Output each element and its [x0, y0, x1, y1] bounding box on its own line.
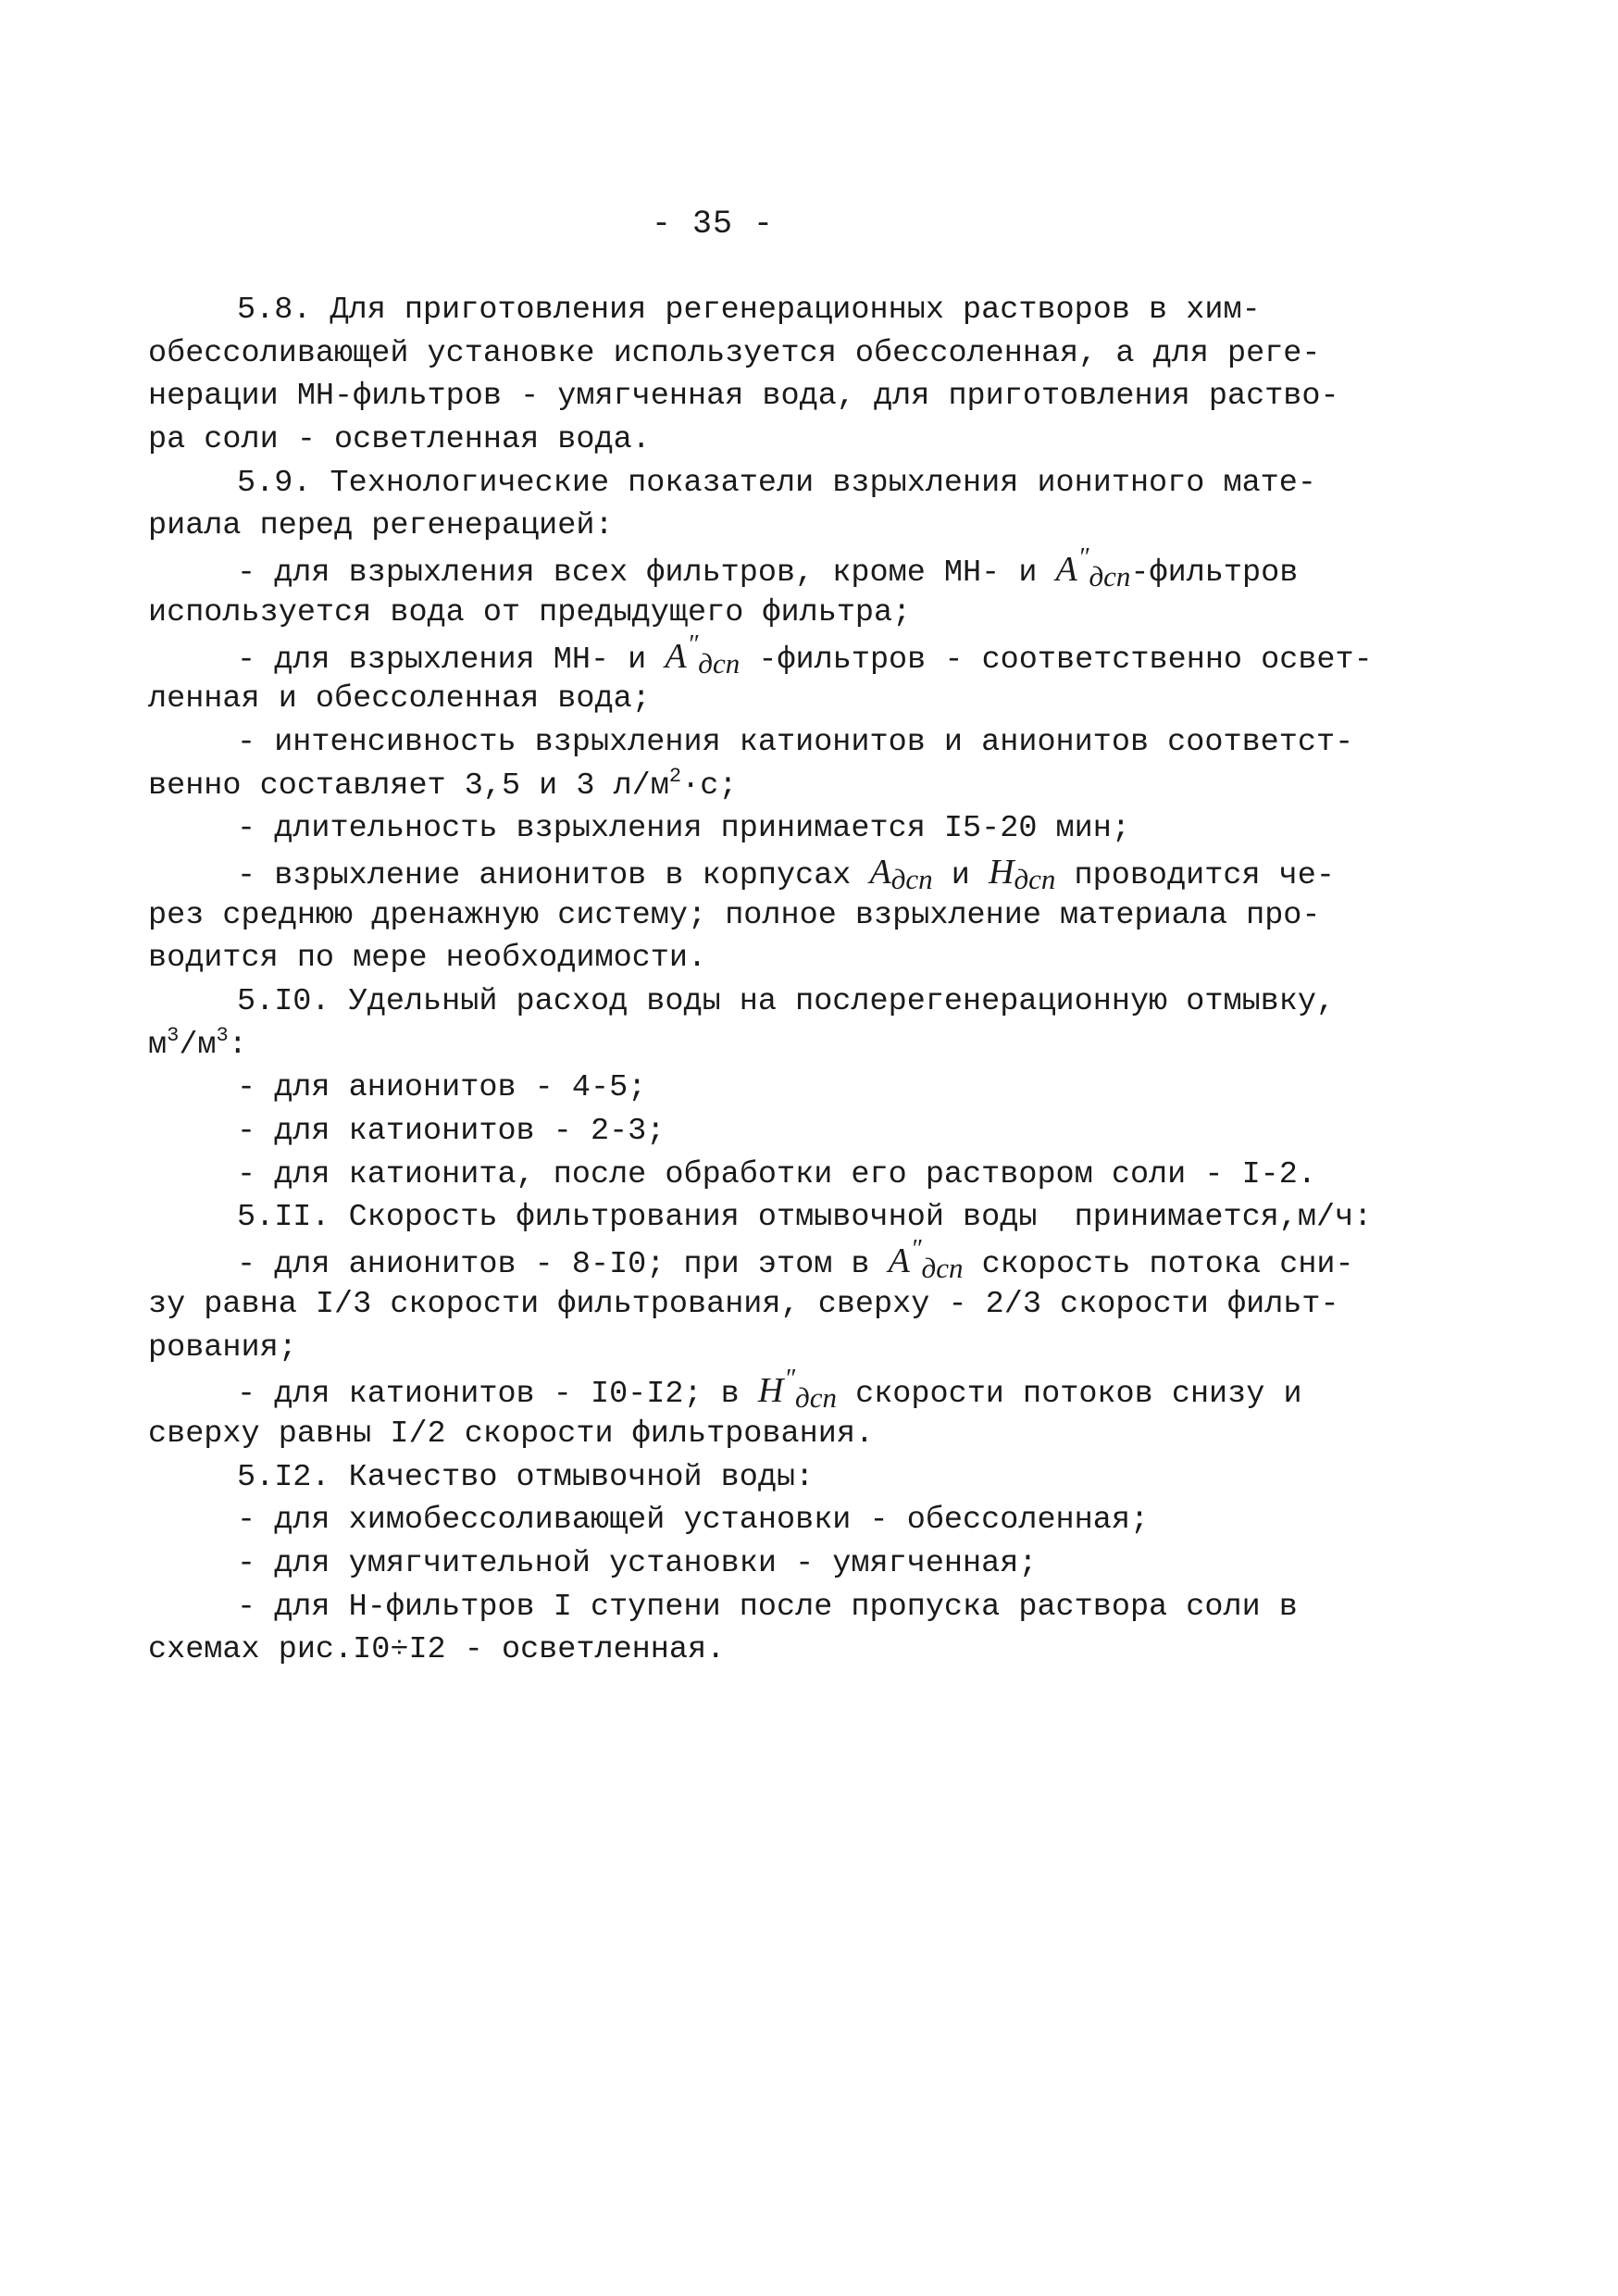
- text-segment: - для анионитов - 8-I0; при этом в: [237, 1247, 889, 1283]
- formula-subscript-dsp: дсп: [698, 646, 741, 680]
- text-line-l14: [148, 851, 1335, 895]
- text-line-l31: - для Н-фильтров I ступени после пропуска раствора соли в: [237, 1589, 1298, 1625]
- text-line-l12: [148, 765, 1324, 808]
- formula-h-dsp: [757, 1365, 837, 1415]
- formula-a-dsp: [869, 852, 933, 895]
- superscript-2: 2: [668, 764, 682, 788]
- double-prime-mark: ″: [1077, 543, 1089, 573]
- text-line-l11: - интенсивность взрыхления катионитов и анионитов соответст-: [237, 724, 1354, 760]
- text-line-l22: 5.II. Скорость фильтрования отмывочной воды принимается,м/ч:: [237, 1200, 1373, 1236]
- text-line-l28: 5.I2. Качество отмывочной воды:: [237, 1459, 815, 1495]
- text-line-l32: схемах рис.I0÷I2 - осветленная.: [148, 1632, 726, 1668]
- text-line-l21: - для катионита, после обработки его раствором соли - I-2.: [237, 1156, 1316, 1192]
- double-prime-mark: ″: [784, 1365, 796, 1394]
- text-line-l20: - для катионитов - 2-3;: [237, 1114, 666, 1150]
- text-line-l24: зу равна I/3 скорости фильтрования, сверху - 2/3 скорости фильт-: [148, 1286, 1339, 1322]
- text-line-l17: 5.I0. Удельный расход воды на послерегенерационную отмывку,: [237, 984, 1336, 1019]
- text-segment: - для взрыхления МН- и: [237, 642, 666, 678]
- double-prime-mark: ″: [910, 1235, 922, 1265]
- superscript-3: 3: [167, 1023, 180, 1047]
- text-line-l02: обессоливающей установке используется обессоленная, а для реге-: [148, 335, 1321, 371]
- text-line-l16: водится по мере необходимости.: [148, 941, 707, 977]
- text-line-l01: 5.8. Для приготовления регенерационных растворов в хим-: [237, 293, 1261, 328]
- text-segment: - для катионитов - I0-I2; в: [237, 1377, 758, 1413]
- document-body: [148, 289, 1373, 1672]
- text-line-l03: нерации МН-фильтров - умягченная вода, для приготовления раство-: [148, 379, 1339, 415]
- text-line-l18: [148, 1024, 1324, 1067]
- text-segment: -фильтров - соответственно освет-: [740, 642, 1373, 678]
- superscript-3: 3: [216, 1023, 229, 1047]
- text-segment: :: [228, 1027, 247, 1063]
- formula-symbol-h: Н: [757, 1371, 784, 1411]
- formula-h-dsp: [989, 852, 1056, 895]
- text-line-l09: [148, 630, 1373, 680]
- text-line-l29: - для химобессоливающей установки - обессоленная;: [237, 1503, 1150, 1539]
- text-segment: -фильтров: [1130, 555, 1299, 592]
- formula-subscript-dsp: дсп: [890, 862, 933, 895]
- text-line-l10: ленная и обессоленная вода;: [148, 681, 651, 718]
- formula-symbol-h: Н: [989, 852, 1014, 892]
- text-segment: - взрыхление анионитов в корпусах: [237, 857, 870, 893]
- formula-symbol-a: А: [888, 1242, 910, 1281]
- formula-symbol-a: А: [869, 852, 891, 892]
- text-segment: /м: [179, 1027, 217, 1063]
- text-line-l07: [148, 543, 1324, 593]
- formula-subscript-dsp: дсп: [1014, 862, 1056, 895]
- text-line-l04: ра соли - осветленная вода.: [148, 422, 651, 458]
- text-line-l08: используется вода от предыдущего фильтра;: [148, 594, 912, 630]
- text-line-l30: - для умягчительной установки - умягченная;: [237, 1545, 1038, 1581]
- formula-a-dsp: [888, 1235, 964, 1285]
- formula-subscript-dsp: дсп: [921, 1252, 964, 1285]
- page-number: - 35 -: [651, 206, 775, 243]
- formula-a-dsp: [1055, 543, 1131, 593]
- text-line-l15: рез среднюю дренажную систему; полное взрыхление материала про-: [148, 897, 1321, 933]
- formula-symbol-a: А: [665, 636, 687, 676]
- text-line-l25: рования;: [148, 1329, 297, 1366]
- text-line-l27: сверху равны I/2 скорости фильтрования.: [148, 1416, 875, 1452]
- text-segment: - для взрыхления всех фильтров, кроме МН- и: [237, 555, 1056, 592]
- text-line-l26: [148, 1365, 1324, 1415]
- text-segment: проводится че-: [1055, 857, 1335, 893]
- text-line-l05: 5.9. Технологические показатели взрыхления ионитного мате-: [237, 465, 1316, 501]
- formula-symbol-a: А: [1055, 550, 1077, 590]
- text-segment: венно составляет 3,5 и 3 л/м: [148, 767, 669, 804]
- double-prime-mark: ″: [687, 630, 699, 659]
- text-line-l23: [148, 1235, 1354, 1285]
- text-line-l13: - длительность взрыхления принимается I5-20 мин;: [237, 811, 1130, 847]
- text-segment: скорость потока сни-: [963, 1247, 1354, 1283]
- formula-subscript-dsp: дсп: [795, 1381, 837, 1415]
- text-line-l19: - для анионитов - 4-5;: [237, 1070, 647, 1106]
- text-segment: ·с;: [681, 767, 738, 804]
- text-segment: и: [932, 857, 989, 893]
- text-segment: м: [148, 1027, 168, 1063]
- text-segment: скорости потоков снизу и: [836, 1377, 1302, 1413]
- formula-a-dsp: [665, 630, 741, 680]
- text-line-l06: риала перед регенерацией:: [148, 508, 614, 544]
- formula-subscript-dsp: дсп: [1089, 560, 1131, 593]
